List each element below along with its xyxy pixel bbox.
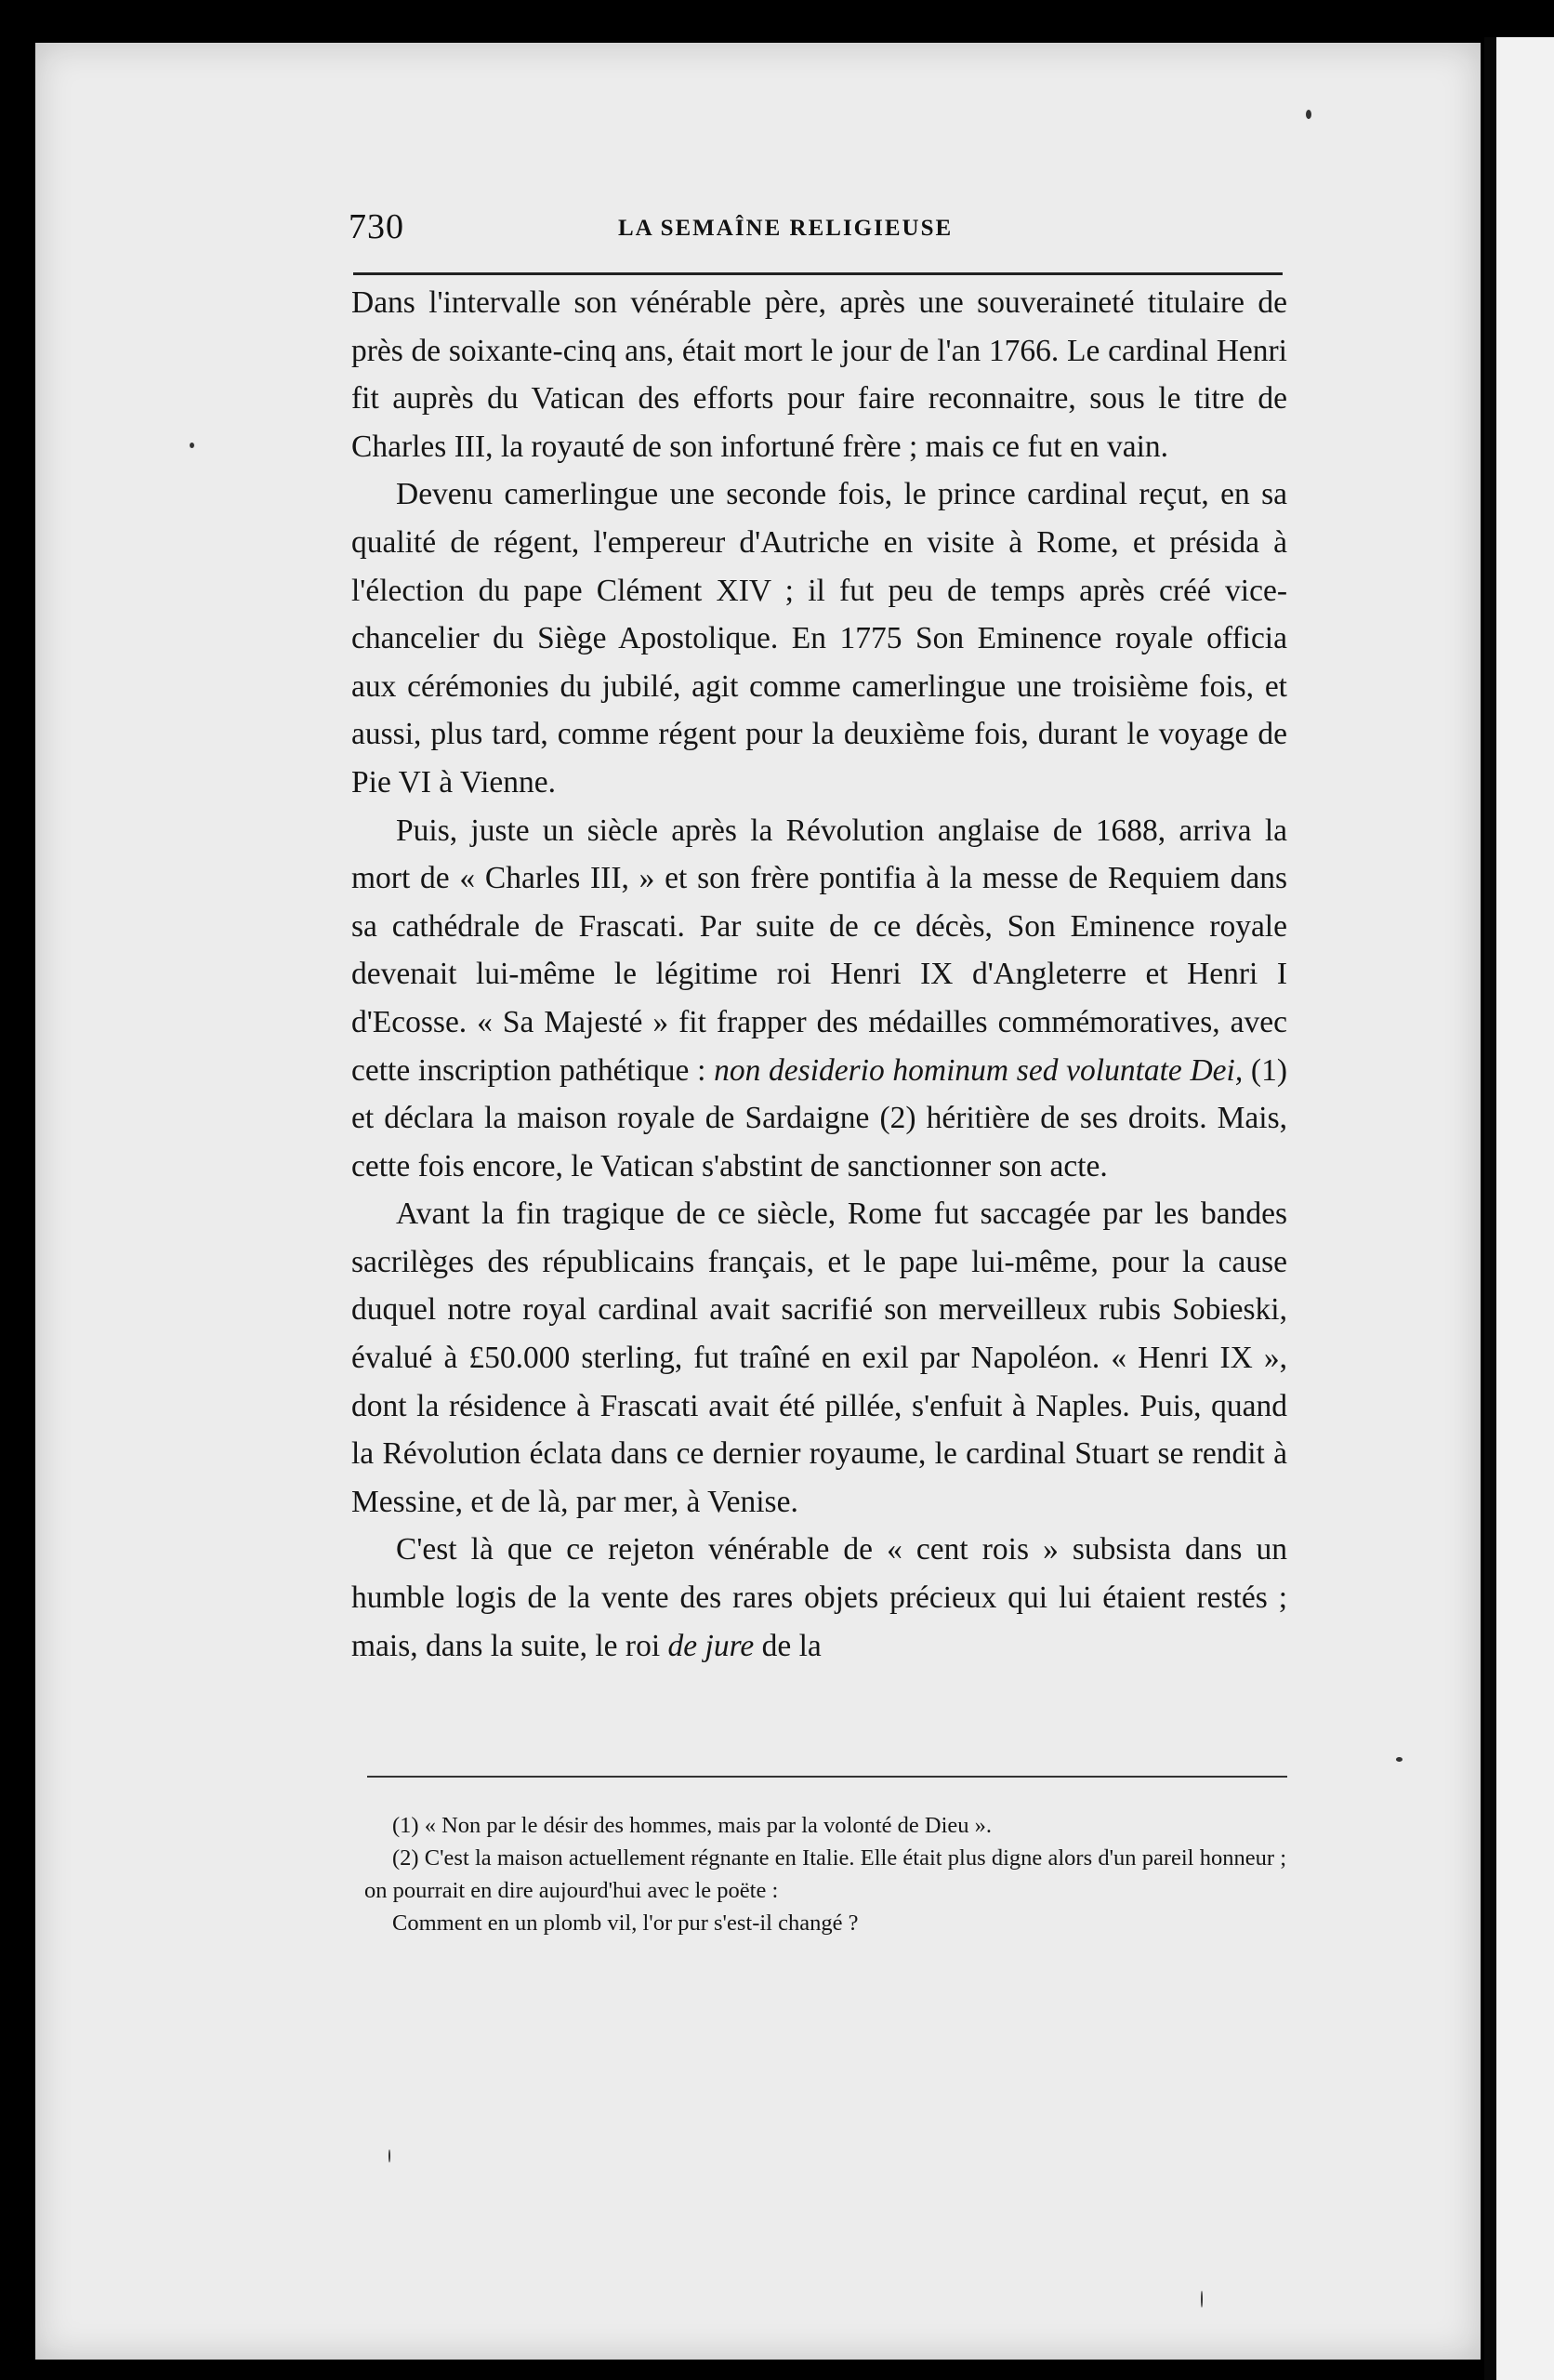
scan-speck [388,2149,390,2162]
paragraph-2: Devenu camerlingue une seconde fois, le prince cardinal reçut, en sa qualité de régent, l'empereur d'Autriche en visite à Rome, et présida à l'élection du pape Clément XIV ; il fut peu de temps après créé vice-chancelier du Siège Apostolique. En 1775 Son Eminence royale officia aux cérémonies du jubilé, agit comme camerlingue une troisième fois, et aussi, plus tard, comme régent pour la deuxième fois, durant le voyage de Pie VI à Vienne. [351,477,1287,800]
paragraph-3-text-b: (1) et déclara la maison royale de Sardaigne (2) héritière de ses droits. Mais, cette fois encore, le Vatican s'abstint de sanctionner son acte. [351,1052,1287,1183]
footnote-2: (2) C'est la maison actuellement régnante en Italie. Elle était plus digne alors d'un pareil honneur ; on pourrait en dire aujourd'hui avec le poëte : [364,1845,1286,1903]
header-rule [353,272,1283,275]
scan-speck [1201,2291,1203,2307]
paragraph-5 [351,1526,1287,1670]
scan-speck [1306,110,1311,119]
footnote-rule [367,1776,1287,1778]
footnote-2-verse: Comment en un plomb vil, l'or pur s'est-il changé ? [392,1911,859,1936]
running-title: LA SEMAÎNE RELIGIEUSE [618,216,954,241]
adjacent-page-edge [1496,37,1554,2380]
paragraph-3 [351,807,1287,1191]
paragraph-5-text-a: C'est là que ce rejeton vénérable de « cent rois » subsista dans un humble logis de la vente des rares objets précieux qui lui étaient restés ; mais, dans la suite, le roi [351,1532,1287,1663]
page-header [349,206,1287,253]
latin-inscription: non desiderio hominum sed voluntate Dei, [714,1052,1244,1088]
paragraph-3-text-a: Puis, juste un siècle après la Révolution anglaise de 1688, arriva la mort de « Charles III, » et son frère pontifia à la messe de Requiem dans sa cathédrale de Frascati. Par suite de ce décès, Son Eminence royale devenait lui-même le légitime roi Henri IX d'Angleterre et Henri I d'Ecosse. « Sa Majesté » fit frapper des médailles commémoratives, avec cette inscription pathétique : [351,813,1287,1088]
scan-speck [190,443,194,448]
paragraph-4: Avant la fin tragique de ce siècle, Rome fut saccagée par les bandes sacrilèges des républicains français, et le pape lui-même, pour la cause duquel notre royal cardinal avait sacrifié son merveilleux rubis Sobieski, évalué à £50.000 sterling, fut traîné en exil par Napoléon. « Henri IX », dont la résidence à Frascati avait été pillée, s'enfuit à Naples. Puis, quand la Révolution éclata dans ce dernier royaume, le cardinal Stuart se rendit à Messine, et de là, par mer, à Venise. [351,1197,1287,1519]
paragraph-1: Dans l'intervalle son vénérable père, après une souveraineté titulaire de près de soixante-cinq ans, était mort le jour de l'an 1766. Le cardinal Henri fit auprès du Vatican des efforts pour faire reconnaitre, sous le titre de Charles III, la royauté de son infortuné frère ; mais ce fut en vain. [351,285,1287,464]
scan-speck [1396,1757,1403,1762]
footnotes [364,1809,1286,1939]
footnote-1: (1) « Non par le désir des hommes, mais par la volonté de Dieu ». [392,1813,993,1838]
de-jure-italic: de jure [667,1628,755,1663]
paragraph-5-text-b: de la [754,1628,822,1663]
binding-edge [1484,37,1496,2380]
main-text [351,279,1287,1670]
page-number: 730 [349,207,404,246]
